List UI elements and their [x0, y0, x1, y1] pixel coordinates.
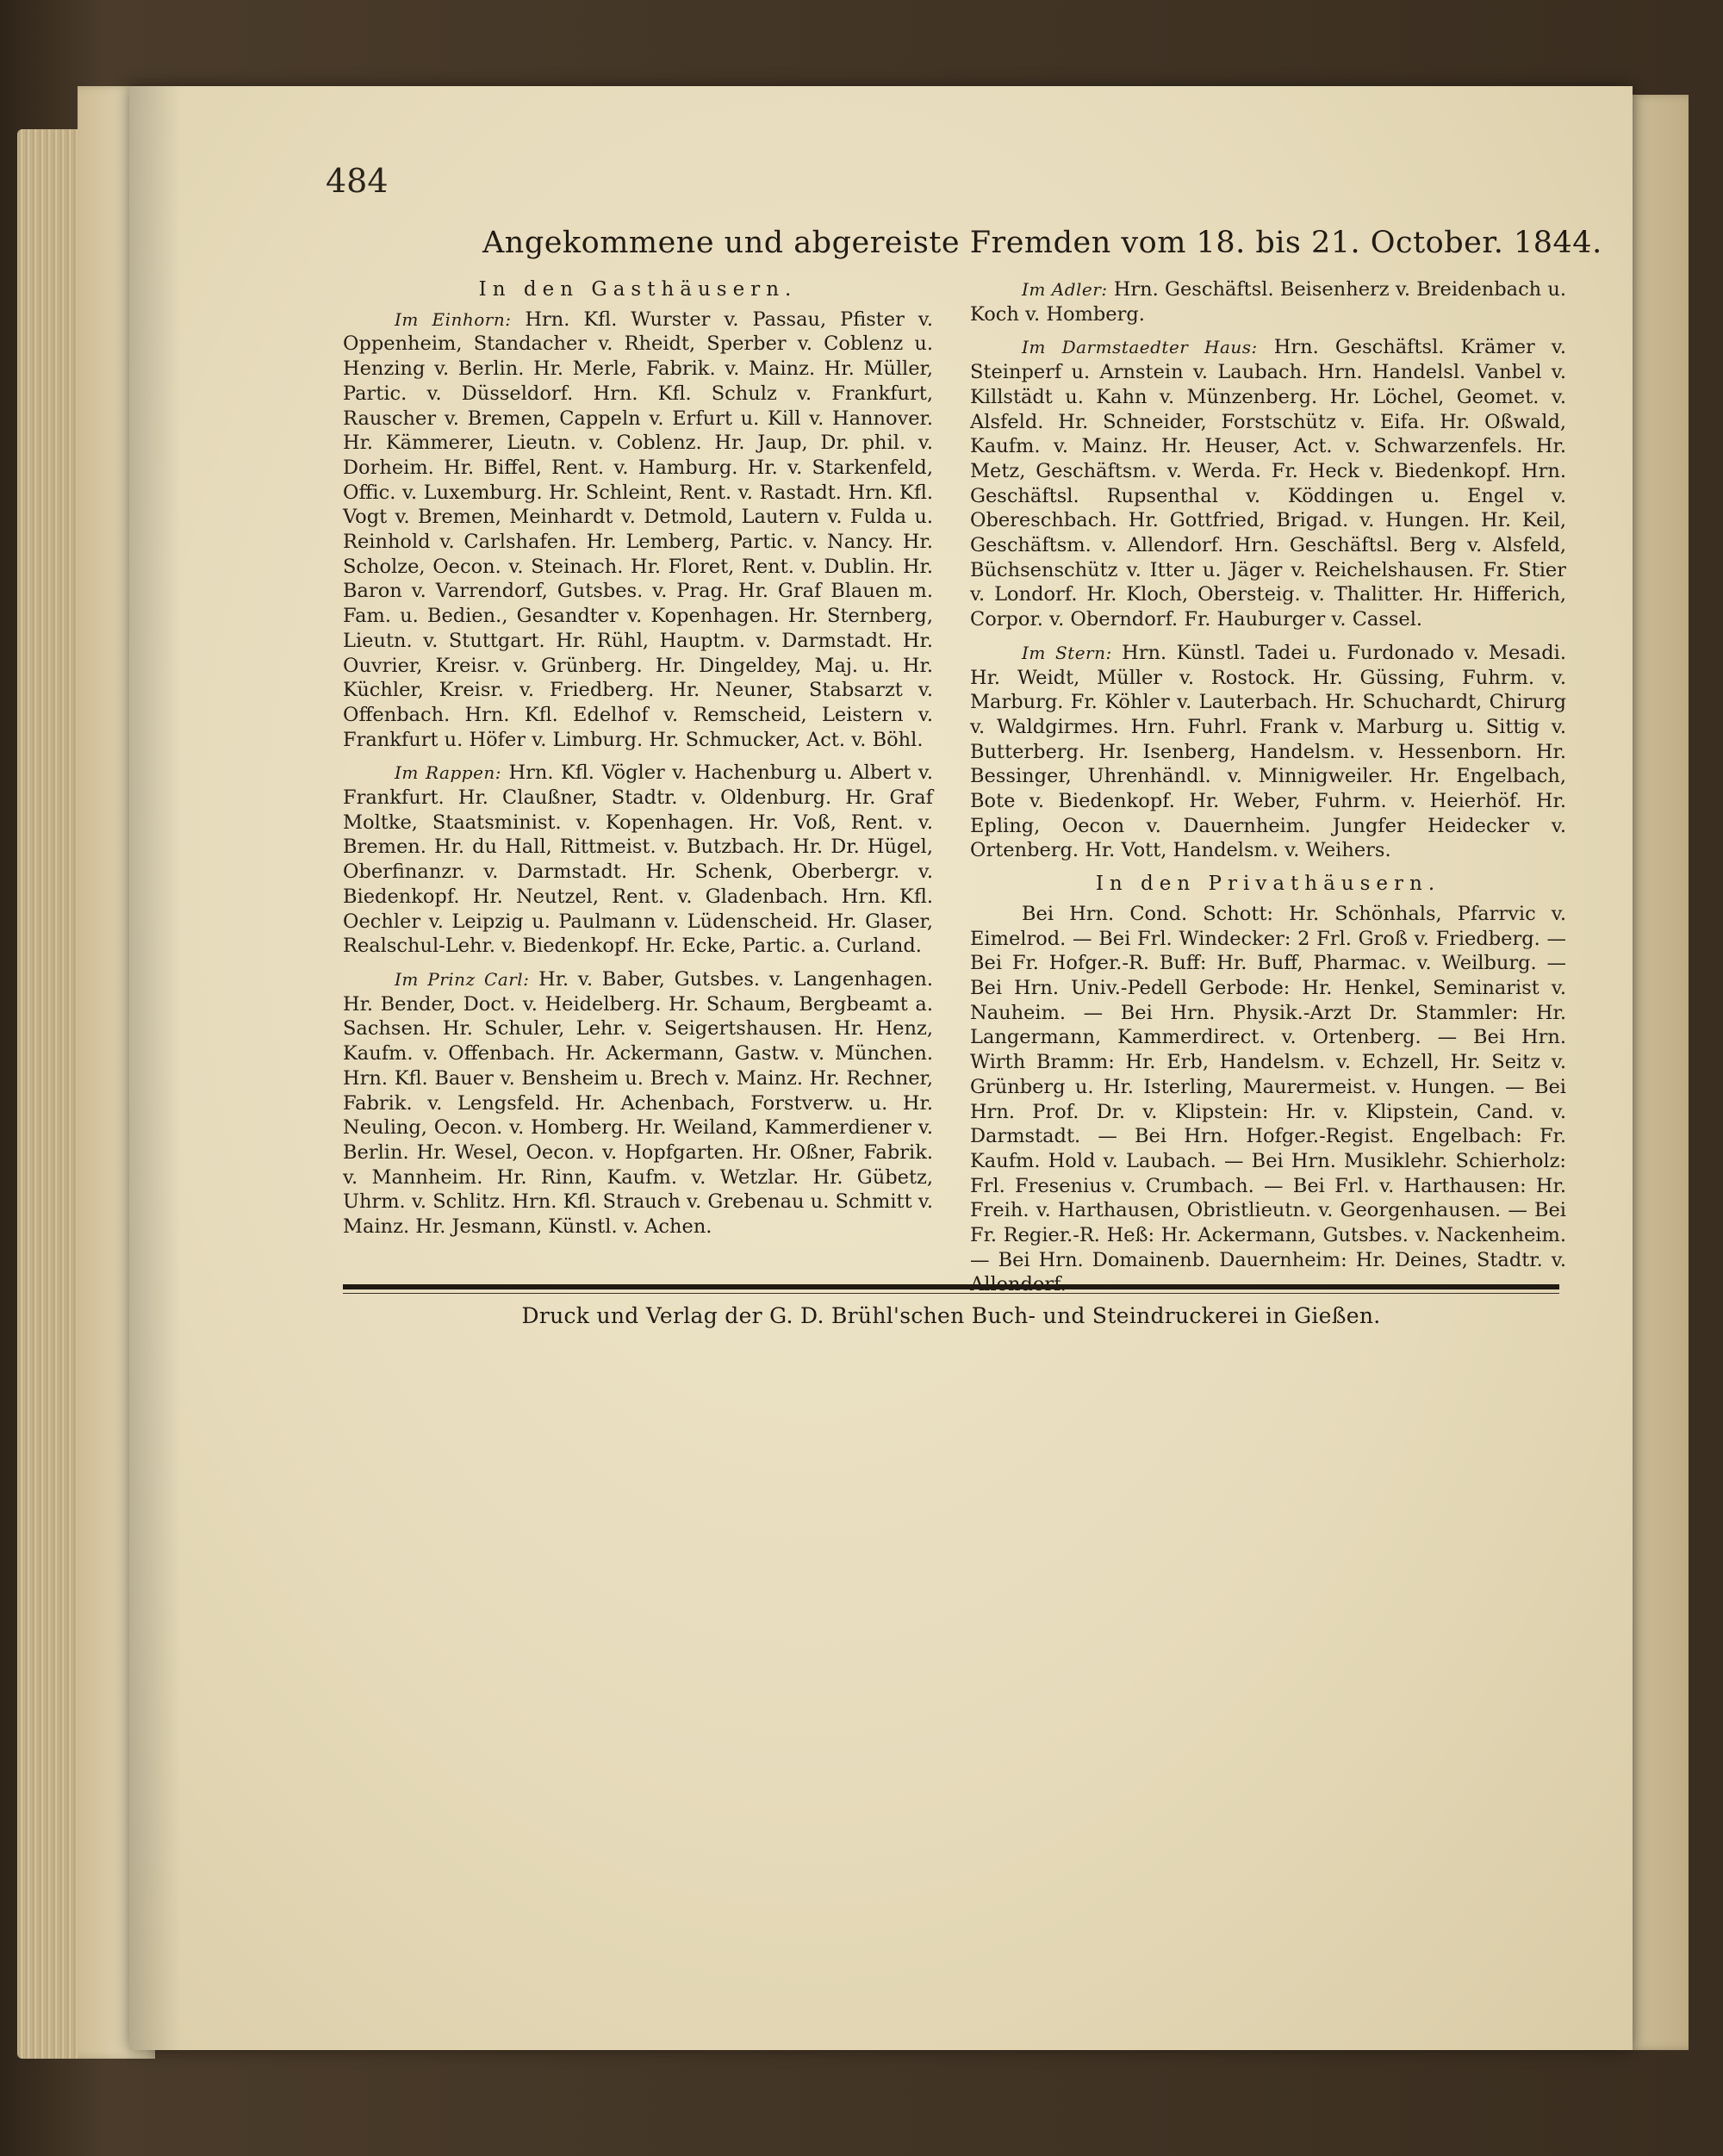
place-label: Im Stern: — [1022, 642, 1112, 663]
entry-text: Hrn. Künstl. Tadei u. Furdonado v. Mesadi. Hr. Weidt, Müller v. Rostock. Hr. Güssing, Fuhrm. v. Marburg. Fr. Köhler v. Lauterbach. Hr. Schuchardt, Chirurg v. Waldgirmes. Hrn. Fuhrl. Frank v. Marburg u. Sittig v. Butterberg. Hr. Isenberg, Handelsm. v. Hessenborn. Hr. Bessinger, Uhrenhändl. v. Minnigweiler. Hr. Engelbach, Bote v. Biedenkopf. Hr. Weber, Fuhrm. v. Heierhöf. Hr. Epling, Oecon v. Dauernheim. Jungfer Heidecker v. Ortenberg. Hr. Vott, Handelsm. v. Weihers. — [970, 641, 1566, 862]
entry-text: Hr. v. Baber, Gutsbes. v. Langenhagen. Hr. Bender, Doct. v. Heidelberg. Hr. Schaum, Bergbeamt a. Sachsen. Hr. Schuler, Lehr. v. Seigertshausen. Hr. Henz, Kaufm. v. Offenbach. Hr. Ackermann, Gastw. v. München. Hrn. Kfl. Bauer v. Bensheim u. Brech v. Mainz. Hr. Rechner, Fabrik. v. Lengsfeld. Hr. Achenbach, Forstverw. u. Hr. Neuling, Oecon. v. Homberg. Hr. Weiland, Kammerdiener v. Berlin. Hr. Wesel, Oecon. v. Hopfgarten. Hr. Oßner, Fabrik. v. Mannheim. Hr. Rinn, Kaufm. v. Wetzlar. Hr. Gübetz, Uhrm. v. Schlitz. Hrn. Kfl. Strauch v. Grebenau u. Schmitt v. Mainz. Hr. Jesmann, Künstl. v. Achen. — [343, 967, 933, 1239]
left-column — [343, 277, 933, 1248]
section-heading-gasthaeuser: In den Gasthäusern. — [478, 278, 798, 301]
section-heading-privathaeuser: In den Privathäusern. — [1095, 873, 1441, 896]
page-title: Angekommene und abgereiste Fremden vom 18. bis 21. October. 1844. — [482, 226, 1602, 260]
entry-text: Hrn. Kfl. Vögler v. Hachenburg u. Albert v. Frankfurt. Hr. Claußner, Stadtr. v. Oldenburg. Hr. Graf Moltke, Staatsminist. v. Kopenhagen. Hr. Voß, Rent. v. Bremen. Hr. du Hall, Rittmeist. v. Butzbach. Hr. Dr. Hügel, Oberfinanzr. v. Darmstadt. Hr. Schenk, Oberbergr. v. Biedenkopf. Hr. Neutzel, Rent. v. Gladenbach. Hrn. Kfl. Oechler v. Leipzig u. Paulmann v. Lüdenscheid. Hr. Glaser, Realschul-Lehr. v. Biedenkopf. Hr. Ecke, Partic. a. Curland. — [343, 761, 933, 958]
footer-rule-thin — [343, 1293, 1559, 1294]
entry-text: Hrn. Kfl. Wurster v. Passau, Pfister v. Oppenheim, Standacher v. Rheidt, Sperber v. Coblenz u. Henzing v. Berlin. Hr. Merle, Fabrik. v. Mainz. Hr. Müller, Partic. v. Düsseldorf. Hrn. Kfl. Schulz v. Frankfurt, Rauscher v. Bremen, Cappeln v. Erfurt u. Kill v. Hannover. Hr. Kämmerer, Lieutn. v. Coblenz. Hr. Jaup, Dr. phil. v. Dorheim. Hr. Biffel, Rent. v. Hamburg. Hr. v. Starkenfeld, Offic. v. Luxemburg. Hr. Schleint, Rent. v. Rastadt. Hrn. Kfl. Vogt v. Bremen, Meinhardt v. Detmold, Lautern v. Fulda u. Reinhold v. Carlshafen. Hr. Lemberg, Partic. v. Nancy. Hr. Scholze, Oecon. v. Steinach. Hr. Floret, Rent. v. Dublin. Hr. Baron v. Varrendorf, Gutsbes. v. Prag. Hr. Graf Blauen m. Fam. u. Bedien., Gesandter v. Kopenhagen. Hr. Sternberg, Lieutn. v. Stuttgart. Hr. Rühl, Hauptm. v. Darmstadt. Hr. Ouvrier, Kreisr. v. Grünberg. Hr. Dingeldey, Maj. u. Hr. Küchler, Kreisr. v. Friedberg. Hr. Neuner, Stabsarzt v. Offenbach. Hrn. Kfl. Edelhof v. Remscheid, Leistern v. Frankfurt u. Höfer v. Limburg. Hr. Schmucker, Act. v. Böhl. — [343, 308, 933, 751]
place-label: Im Prinz Carl: — [395, 968, 530, 990]
entry-text: Hrn. Geschäftsl. Beisenherz v. Breidenbach u. Koch v. Homberg. — [970, 278, 1567, 326]
entry-adler — [970, 277, 1566, 326]
place-label: Im Rappen: — [395, 762, 502, 784]
entry-einhorn — [343, 308, 933, 753]
entry-stern — [970, 641, 1566, 863]
entry-text: Hrn. Geschäftsl. Krämer v. Steinperf u. Arnstein v. Laubach. Hrn. Handelsl. Vanbel v. Killstädt u. Kahn v. Münzenberg. Hr. Löchel, Geomet. v. Alsfeld. Hr. Schneider, Forstschütz v. Eifa. Hr. Oßwald, Kaufm. v. Mainz. Hr. Heuser, Act. v. Schwarzenfels. Hr. Metz, Geschäftsm. v. Werda. Fr. Heck v. Biedenkopf. Hrn. Geschäftsl. Rupsenthal v. Köddingen u. Engel v. Obereschbach. Hr. Gottfried, Brigad. v. Hungen. Hr. Keil, Geschäftsm. v. Allendorf. Hrn. Geschäftsl. Berg v. Alsfeld, Büchsenschütz v. Itter u. Jäger v. Reichelshausen. Fr. Stier v. Londorf. Hr. Kloch, Obersteig. v. Thalitter. Hr. Hifferich, Corpor. v. Oberndorf. Fr. Hauburger v. Cassel. — [970, 336, 1566, 631]
book-right-edge — [1628, 95, 1689, 2050]
page-number: 484 — [326, 162, 389, 200]
entry-darmstaedter-haus — [970, 335, 1566, 631]
footer-rule — [343, 1284, 1559, 1289]
entry-private-houses: Bei Hrn. Cond. Schott: Hr. Schönhals, Pfarrvic v. Eimelrod. — Bei Frl. Windecker: 2 Frl. Groß v. Friedberg. — Bei Fr. Hofger.-R. Buff: Hr. Buff, Pharmac. v. Weilburg. — Bei Hrn. Univ.-Pedell Gerbode: Hr. Henkel, Seminarist v. Nauheim. — Bei Hrn. Physik.-Arzt Dr. Stammler: Hr. Langermann, Kammerdirect. v. Ortenberg. — Bei Hrn. Wirth Bramm: Hr. Erb, Handelsm. v. Echzell, Hr. Seitz v. Grünberg u. Hr. Isterling, Maurermeist. v. Hungen. — Bei Hrn. Prof. Dr. v. Klipstein: Hr. v. Klipstein, Cand. v. Darmstadt. — Bei Hrn. Hofger.-Regist. Engelbach: Fr. Kaufm. Hold v. Laubach. — Bei Hrn. Musiklehr. Schierholz: Frl. Fresenius v. Crumbach. — Bei Frl. v. Harthausen: Hr. Freih. v. Harthausen, Obristlieutn. v. Georgenhausen. — Bei Fr. Regier.-R. Heß: Hr. Ackermann, Gutsbes. v. Nackenheim. — Bei Hrn. Domainenb. Dauernheim: Hr. Deines, Stadtr. v. Allendorf. — [970, 902, 1566, 1296]
place-label: Im Einhorn: — [395, 308, 512, 330]
place-label: Im Adler: — [1022, 279, 1108, 300]
printer-imprint: Druck und Verlag der G. D. Brühl'schen Buch- und Steindruckerei in Gießen. — [521, 1303, 1381, 1328]
right-column — [970, 277, 1566, 1306]
entry-rappen — [343, 761, 933, 959]
place-label: Im Darmstaedter Haus: — [1022, 337, 1258, 358]
binding-shadow — [129, 86, 181, 2050]
entry-prinz-carl — [343, 967, 933, 1240]
